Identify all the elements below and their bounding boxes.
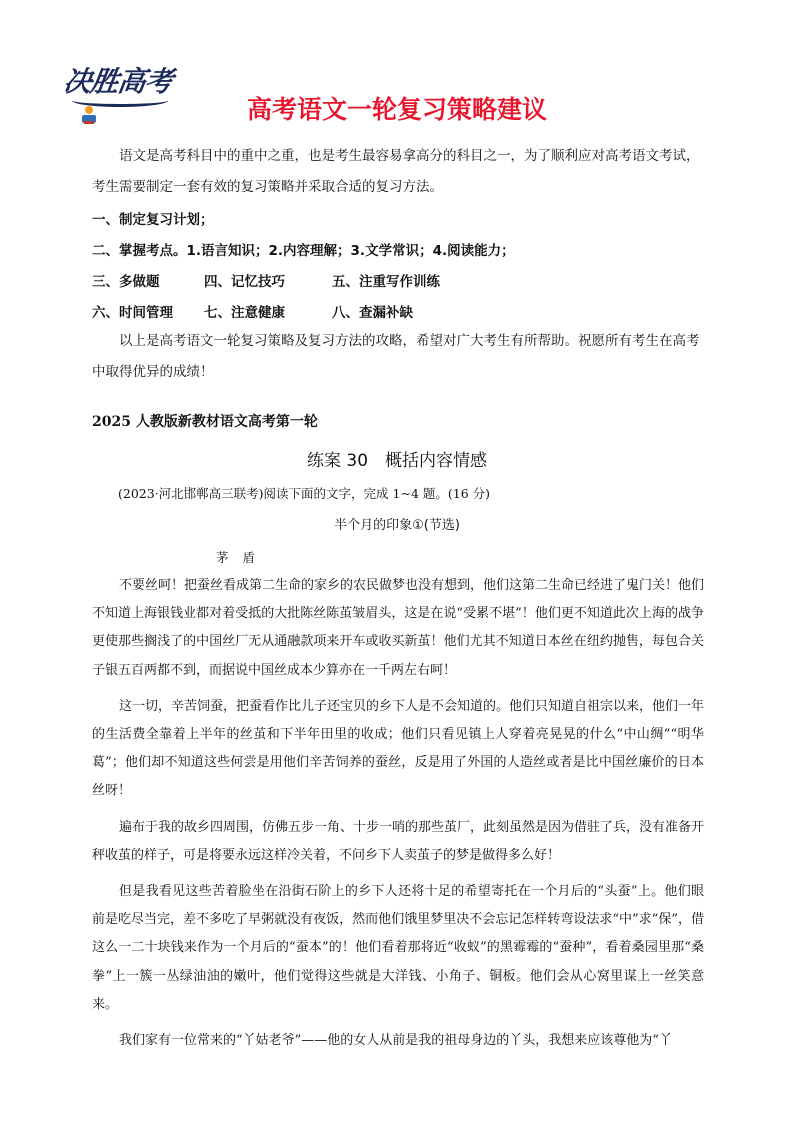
series-heading: 2025 人教版新教材语文高考第一轮 — [92, 414, 318, 430]
article-paragraph: 这一切，辛苦饲蚕，把蚕看作比儿子还宝贝的乡下人是不会知道的。他们只知道自祖宗以来，他们一年的生活费全靠着上半年的丝茧和下半年田里的收成；他们只看见镇上人穿着亮晃晃的什么“中山绸”“明华葛”；他们却不知道这些何尝是用他们辛苦饲养的蚕丝，反是用了外国的人造丝或者是比中国丝廉价的日本丝呀！ — [92, 698, 705, 799]
logo-text: 决胜高考 — [61, 65, 175, 98]
tip-item-4: 四、记忆技巧 — [204, 274, 285, 290]
tip-item-8: 八、查漏补缺 — [332, 305, 413, 321]
article-paragraph: 我们家有一位常来的“丫姑老爷”——他的女人从前是我的祖母身边的丫头，我想来应该尊他为“丫 — [119, 1033, 672, 1049]
article-author: 茅盾 — [216, 550, 270, 565]
article-paragraph: 但是我看见这些苦着脸坐在沿街石阶上的乡下人还将十足的希望寄托在一个月后的“头蚕”上。他们眼前是吃尽当完，差不多吃了早粥就没有夜饭，然而他们饿里梦里决不会忘记怎样转弯设法求“中”求“保”，借这么一二十块钱来作为一个月后的“蚕本”的！他们看着那将近“收蚁”的黑霉霉的“蚕种”，看着桑园里那“桑拳”上一簇一丛绿油油的嫩叶，他们觉得这些就是大洋钱、小角子、铜板。他们会从心窝里谋上一丝笑意来。 — [92, 884, 704, 1012]
tip-item-7: 七、注意健康 — [204, 305, 285, 321]
tip-item-1: 一、制定复习计划； — [92, 212, 214, 228]
article-body — [92, 572, 704, 1063]
article-title: 半个月的印象①(节选) — [334, 518, 460, 533]
tip-item-6: 六、时间管理 — [92, 305, 173, 321]
article-paragraph: 遍布于我的故乡四周围，仿佛五步一角、十步一哨的那些茧厂，此刻虽然是因为借驻了兵，没有准备开秤收茧的样子，可是将要永远这样冷关着，不问乡下人卖茧子的梦是做得多么好！ — [92, 819, 705, 863]
tip-item-5: 五、注重写作训练 — [332, 274, 440, 290]
page-title: 高考语文一轮复习策略建议 — [246, 95, 547, 124]
closing-paragraph: 以上是高考语文一轮复习策略及复习方法的攻略，希望对广大考生有所帮助。祝愿所有考生在高考中取得优异的成绩！ — [92, 333, 700, 380]
tip-item-2: 二、掌握考点。1.语言知识；2.内容理解；3.文学常识；4.阅读能力； — [92, 243, 515, 259]
tip-item-3: 三、多做题 — [92, 274, 160, 290]
intro-paragraph: 语文是高考科目中的重中之重，也是考生最容易拿高分的科目之一，为了顺利应对高考语文考试，考生需要制定一套有效的复习策略并采取合适的复习方法。 — [92, 148, 700, 195]
exercise-title: 练案 30 概括内容情感 — [306, 451, 488, 471]
question-source: (2023·河北邯郸高三联考)阅读下面的文字，完成 1~4 题。(16 分) — [118, 486, 490, 501]
article-paragraph: 不要丝呵！把蚕丝看成第二生命的家乡的农民做梦也没有想到，他们这第二生命已经进了鬼门关！他们不知道上海银钱业都对着受抵的大批陈丝陈茧皱眉头，这是在说“受累不堪”！他们更不知道此次上海的战争更使那些搁浅了的中国丝厂无从通融款项来开车或收买新茧！他们尤其不知道日本丝在纽约抛售，每包合关子银五百两都不到，而据说中国丝成本少算亦在一千两左右呵！ — [92, 578, 705, 678]
